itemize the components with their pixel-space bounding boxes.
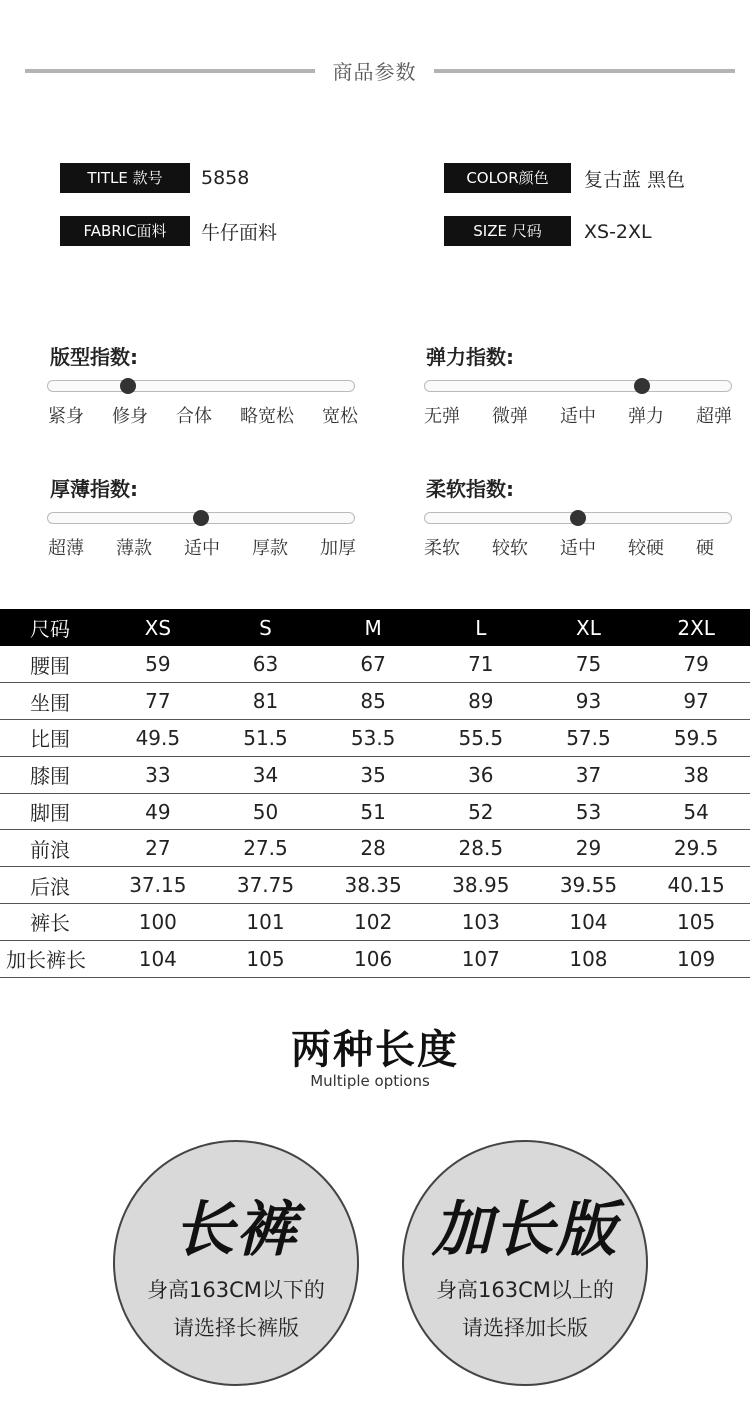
table-cell: 79 [642,646,750,683]
tick-label: 合体 [176,406,212,427]
table-cell: 28 [319,830,427,867]
table-cell: 53 [535,793,643,830]
row-label: 膝围 [0,756,104,793]
table-row [0,756,750,793]
table-cell: 105 [642,904,750,941]
table-cell: 49.5 [104,720,212,757]
color-label: COLOR颜色 [444,163,571,193]
table-row [0,646,750,683]
table-cell: 37.75 [212,867,320,904]
table-cell: 81 [212,683,320,720]
table-cell: 53.5 [319,720,427,757]
table-cell: 59.5 [642,720,750,757]
tick-label: 微弹 [492,406,528,427]
table-cell: 97 [642,683,750,720]
table-row [0,940,750,977]
tick-label: 修身 [112,406,148,427]
table-cell: 28.5 [427,830,535,867]
row-label: 坐围 [0,683,104,720]
table-cell: 106 [319,940,427,977]
table-cell: 33 [104,756,212,793]
table-header-cell: L [427,609,535,646]
tick-label: 超弹 [696,406,732,427]
tick-label: 宽松 [322,406,358,427]
title-value: 5858 [201,167,250,189]
stretch-index-knob [634,378,650,394]
table-cell: 40.15 [642,867,750,904]
table-cell: 109 [642,940,750,977]
softness-index-knob [570,510,586,526]
softness-index-title: 柔软指数: [426,477,514,501]
fit-index-title: 版型指数: [50,345,138,369]
table-cell: 89 [427,683,535,720]
tick-label: 较软 [492,538,528,559]
table-body [0,646,750,977]
table-cell: 35 [319,756,427,793]
option-name: 加长版 [432,1195,618,1265]
size-table [0,609,750,978]
table-cell: 57.5 [535,720,643,757]
tick-label: 薄款 [116,538,152,559]
table-cell: 54 [642,793,750,830]
fabric-label: FABRIC面料 [60,216,190,246]
fit-index-ticks [48,402,358,428]
table-cell: 36 [427,756,535,793]
table-cell: 49 [104,793,212,830]
table-cell: 104 [104,940,212,977]
option-name: 长裤 [174,1195,298,1265]
row-label: 裤长 [0,904,104,941]
size-value: XS-2XL [584,221,652,243]
table-row [0,904,750,941]
table-cell: 103 [427,904,535,941]
table-cell: 71 [427,646,535,683]
table-cell: 55.5 [427,720,535,757]
table-header-cell: XS [104,609,212,646]
tick-label: 略宽松 [240,406,294,427]
tick-label: 硬 [696,538,714,559]
table-row [0,720,750,757]
row-label: 脚围 [0,793,104,830]
table-row [0,867,750,904]
table-row [0,830,750,867]
tick-label: 超薄 [48,538,84,559]
table-cell: 75 [535,646,643,683]
stretch-index-track [424,380,732,392]
stretch-index-ticks [424,402,732,428]
table-cell: 37.15 [104,867,212,904]
row-label: 腰围 [0,646,104,683]
tick-label: 适中 [560,538,596,559]
regular-length-option [113,1140,359,1386]
tick-label: 较硬 [628,538,664,559]
table-header-row [0,609,750,646]
table-cell: 104 [535,904,643,941]
fit-index-track [47,380,355,392]
table-cell: 51.5 [212,720,320,757]
extended-length-option [402,1140,648,1386]
table-header-cell: 尺码 [0,609,104,646]
thickness-index-title: 厚薄指数: [50,477,138,501]
tick-label: 适中 [184,538,220,559]
table-cell: 100 [104,904,212,941]
table-cell: 38 [642,756,750,793]
table-cell: 50 [212,793,320,830]
table-cell: 27 [104,830,212,867]
lengths-subtitle: Multiple options [310,1072,430,1090]
thickness-index-ticks [48,534,356,560]
table-cell: 102 [319,904,427,941]
table-header-cell: XL [535,609,643,646]
table-cell: 29 [535,830,643,867]
table-cell: 107 [427,940,535,977]
table-cell: 38.35 [319,867,427,904]
table-cell: 67 [319,646,427,683]
tick-label: 柔软 [424,538,460,559]
option-desc-line2: 请选择长裤版 [173,1316,299,1340]
table-cell: 63 [212,646,320,683]
tick-label: 适中 [560,406,596,427]
table-cell: 108 [535,940,643,977]
table-cell: 38.95 [427,867,535,904]
table-cell: 93 [535,683,643,720]
table-cell: 105 [212,940,320,977]
tick-label: 无弹 [424,406,460,427]
option-desc-line2: 请选择加长版 [462,1316,588,1340]
option-desc-line1: 身高163CM以上的 [436,1278,614,1302]
stretch-index-title: 弹力指数: [426,345,514,369]
softness-index-ticks [424,534,714,560]
option-desc-line1: 身高163CM以下的 [147,1278,325,1302]
table-cell: 85 [319,683,427,720]
row-label: 比围 [0,720,104,757]
softness-index-track [424,512,732,524]
table-cell: 101 [212,904,320,941]
size-label: SIZE 尺码 [444,216,571,246]
table-header-cell: S [212,609,320,646]
table-cell: 59 [104,646,212,683]
color-value: 复古蓝 黑色 [584,169,686,191]
table-cell: 39.55 [535,867,643,904]
thickness-index-track [47,512,355,524]
row-label: 后浪 [0,867,104,904]
table-header-cell: M [319,609,427,646]
table-cell: 27.5 [212,830,320,867]
tick-label: 紧身 [48,406,84,427]
fabric-value: 牛仔面料 [201,222,278,244]
table-cell: 51 [319,793,427,830]
section-title: 商品参数 [332,60,417,84]
fit-index-knob [120,378,136,394]
row-label: 加长裤长 [0,940,104,977]
title-label: TITLE 款号 [60,163,190,193]
row-label: 前浪 [0,830,104,867]
tick-label: 厚款 [252,538,288,559]
lengths-title: 两种长度 [291,1027,459,1073]
tick-label: 弹力 [628,406,664,427]
table-cell: 29.5 [642,830,750,867]
thickness-index-knob [193,510,209,526]
tick-label: 加厚 [320,538,356,559]
table-cell: 77 [104,683,212,720]
table-header-cell: 2XL [642,609,750,646]
header-divider-right [434,69,735,73]
table-cell: 34 [212,756,320,793]
table-cell: 37 [535,756,643,793]
table-row [0,683,750,720]
table-row [0,793,750,830]
header-divider-left [25,69,315,73]
table-cell: 52 [427,793,535,830]
